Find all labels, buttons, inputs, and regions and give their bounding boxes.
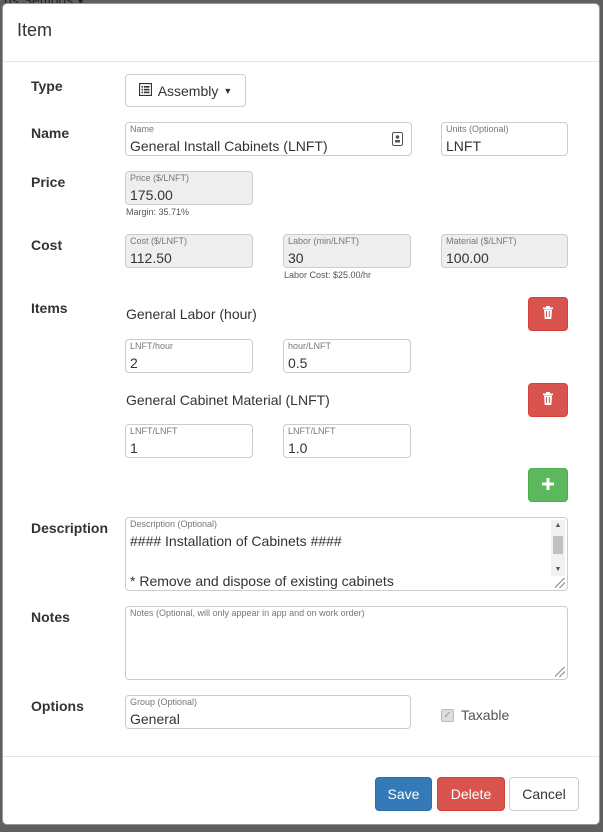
item-qty-value[interactable]: 2 <box>130 355 138 371</box>
delete-button[interactable]: Delete <box>437 777 505 811</box>
save-button[interactable]: Save <box>375 777 432 811</box>
item-qty-value[interactable]: 1 <box>130 440 138 456</box>
price-field <box>125 171 253 205</box>
description-scrollbar[interactable] <box>551 520 565 576</box>
item-ratio-value[interactable]: 1.0 <box>288 440 308 456</box>
units-field-value[interactable]: LNFT <box>446 138 481 154</box>
item-name: General Cabinet Material (LNFT) <box>126 392 330 408</box>
taxable-checkbox[interactable]: ✓ <box>441 709 454 722</box>
item-qty-field[interactable] <box>125 424 253 458</box>
notes-textarea[interactable] <box>125 606 568 680</box>
taxable-label: Taxable <box>461 707 510 723</box>
modal-header <box>3 4 599 62</box>
item-ratio-caption: LNFT/LNFT <box>288 426 336 436</box>
cost-field <box>125 234 253 268</box>
description-line-1[interactable]: #### Installation of Cabinets #### <box>130 533 342 549</box>
labor-cost-text: Labor Cost: $25.00/hr <box>284 270 372 280</box>
add-item-button[interactable] <box>528 468 568 502</box>
cancel-button[interactable]: Cancel <box>509 777 579 811</box>
cost-field-value: 112.50 <box>130 250 172 266</box>
item-ratio-value[interactable]: 0.5 <box>288 355 308 371</box>
margin-text: Margin: 35.71% <box>126 207 190 217</box>
resize-grip-icon[interactable] <box>555 578 565 588</box>
cost-field-caption: Cost ($/LNFT) <box>130 236 188 246</box>
price-field-value: 175.00 <box>130 187 173 203</box>
options-label: Options <box>31 698 84 714</box>
price-field-caption: Price ($/LNFT) <box>130 173 190 183</box>
material-field <box>441 234 568 268</box>
scroll-thumb[interactable] <box>553 536 563 554</box>
name-field-value[interactable]: General Install Cabinets (LNFT) <box>130 138 328 154</box>
item-qty-field[interactable] <box>125 339 253 373</box>
item-ratio-caption: hour/LNFT <box>288 341 332 351</box>
scroll-up-icon[interactable]: ▲ <box>554 522 562 529</box>
item-modal <box>2 3 600 825</box>
modal-footer <box>3 756 599 825</box>
units-field[interactable] <box>441 122 568 156</box>
notes-caption: Notes (Optional, will only appear in app and on work order) <box>130 608 365 618</box>
group-field[interactable] <box>125 695 411 729</box>
item-ratio-field[interactable] <box>283 424 411 458</box>
labor-field <box>283 234 411 268</box>
item-name: General Labor (hour) <box>126 306 257 322</box>
labor-field-caption: Labor (min/LNFT) <box>288 236 360 246</box>
material-field-value: 100.00 <box>446 250 489 266</box>
name-field[interactable] <box>125 122 412 156</box>
resize-grip-icon[interactable] <box>555 667 565 677</box>
trash-icon <box>542 392 554 408</box>
caret-down-icon: ▼ <box>223 85 233 96</box>
description-line-2[interactable]: * Remove and dispose of existing cabinets <box>130 573 394 589</box>
cost-label: Cost <box>31 237 63 253</box>
notes-label: Notes <box>31 609 70 625</box>
type-dropdown-button[interactable] <box>125 74 246 107</box>
trash-icon <box>542 306 554 322</box>
item-qty-caption: LNFT/hour <box>130 341 174 351</box>
modal-title: Item <box>17 20 53 40</box>
list-alt-icon <box>139 83 152 99</box>
item-ratio-field[interactable] <box>283 339 411 373</box>
type-value: Assembly <box>157 82 219 99</box>
plus-icon <box>542 477 554 493</box>
material-field-caption: Material ($/LNFT) <box>446 236 517 246</box>
group-value[interactable]: General <box>130 711 180 727</box>
scroll-down-icon[interactable]: ▼ <box>554 566 562 573</box>
description-caption: Description (Optional) <box>130 519 218 529</box>
units-field-caption: Units (Optional) <box>446 124 509 134</box>
description-label: Description <box>31 520 109 536</box>
name-label: Name <box>31 125 70 141</box>
group-caption: Group (Optional) <box>130 697 198 707</box>
delete-item-button[interactable] <box>528 297 568 331</box>
item-qty-caption: LNFT/LNFT <box>130 426 178 436</box>
contact-card-icon[interactable] <box>392 132 403 151</box>
name-field-caption: Name <box>130 124 155 134</box>
type-label: Type <box>31 78 63 94</box>
labor-field-value: 30 <box>288 250 304 266</box>
items-label: Items <box>31 300 68 316</box>
delete-item-button[interactable] <box>528 383 568 417</box>
price-label: Price <box>31 174 66 190</box>
description-textarea[interactable] <box>125 517 568 591</box>
